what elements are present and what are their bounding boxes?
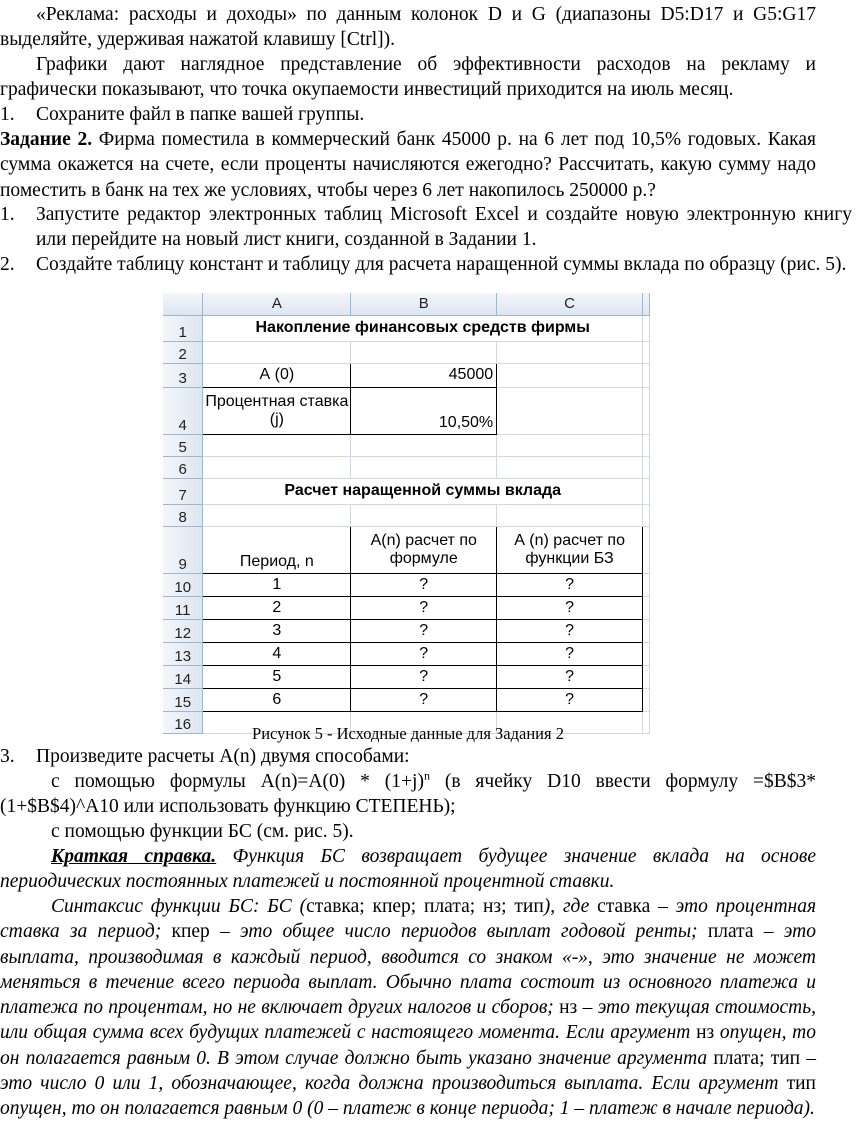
- method-formula-text: с помощью формулы A(n)=A(0) * (1+j): [51, 771, 424, 792]
- list-item-launch-excel: [0, 202, 852, 253]
- list-number: 2.: [0, 254, 15, 275]
- cell-formula-result: ?: [351, 597, 497, 620]
- paragraph-advertising-charts: «Реклама: расходы и доходы» по данным колонок D и G (диапазоны D5:D17 и G5:G17 выделяйте, удерживая нажатой клавишу [Ctrl]).: [0, 4, 816, 51]
- select-all-corner: [163, 293, 203, 316]
- spreadsheet-table: [163, 293, 650, 734]
- cell-fv-result: ?: [497, 689, 643, 712]
- sheet-row-6: [163, 457, 650, 479]
- column-header-b: B: [351, 293, 497, 316]
- table-title-accumulation: Накопление финансовых средств фирмы: [203, 316, 643, 342]
- cell-rate-value: 10,50%: [351, 388, 497, 435]
- sheet-row-3: [163, 364, 650, 388]
- term-plata: плата: [707, 921, 754, 943]
- column-header-c: C: [497, 293, 643, 316]
- column-header-a: A: [203, 293, 351, 316]
- cell-formula-result: ?: [351, 643, 497, 666]
- column-header-d-partial: [643, 293, 650, 316]
- cell-a0-value: 45000: [351, 364, 497, 388]
- row-number: 7: [163, 479, 203, 505]
- column-header-row: [163, 293, 650, 316]
- cell-period: 3: [203, 620, 351, 643]
- term-plata: плата: [713, 1047, 760, 1069]
- cell-fv-result: ?: [497, 666, 643, 689]
- paragraph-charts-explanation: Графики дают наглядное представление об эффективности расходов на рекламу и графически показывают, что точка окупаемости инвестиций приходится на июль месяц.: [0, 54, 816, 101]
- header-fv-function: А (n) расчет по функции БЗ: [497, 527, 643, 574]
- row-number: 3: [163, 364, 203, 388]
- cell-formula-result: ?: [351, 574, 497, 597]
- row-number: 15: [163, 689, 203, 712]
- exponent-n: n: [423, 768, 430, 783]
- table-row: [163, 643, 650, 666]
- paragraph-fv-syntax: Синтаксис функции БС: БС (ставка; кпер; плата; нз; тип), где ставка – это процентная ставка за период; кпер – это общее число периодов выплат годовой ренты; плата – это выплата, производимая в каждый период, вводится со знаком «-», это значение не может меняться в течение всего периода выплат. Обычно плата состоит из основного платежа и платежа по процентам, но не включает других налогов и сборов; нз – это текущая стоимость, или общая сумма всех будущих платежей с настоящего момента. Если аргумент нз опущен, то он полагается равным 0. В этом случае должно быть указано значение аргумента плата; тип – это число 0 или 1, обозначающее, когда должна производиться выплата. Если аргумент тип опущен, то он полагается равным 0 (0 – платеж в конце периода; 1 – платеж в начале периода).: [0, 896, 817, 1120]
- method-formula-text-rest: (в ячейку D10 ввести формулу =$B$3*(1+$B$4)^A10 или использовать функцию СТЕПЕНЬ);: [0, 771, 816, 818]
- table-row: [163, 689, 650, 712]
- list-number: 1.: [0, 104, 15, 125]
- row-number: 11: [163, 597, 203, 620]
- row-number: 9: [163, 527, 203, 574]
- syntax-arguments: ставка; кпер; плата; нз; тип: [306, 896, 544, 917]
- sheet-row-7: [163, 479, 650, 505]
- table-row: [163, 574, 650, 597]
- list-item-calculate: [0, 744, 852, 769]
- table-row: [163, 666, 650, 689]
- cell-fv-result: ?: [497, 574, 643, 597]
- row-number: 5: [163, 435, 203, 457]
- sheet-row-9: [163, 527, 650, 574]
- cell-formula-result: ?: [351, 666, 497, 689]
- header-period: Период, n: [203, 527, 351, 574]
- list-item-create-table: [0, 252, 852, 277]
- cell-rate-label: Процентная ставка (j): [203, 388, 351, 435]
- list-text: Создайте таблицу констант и таблицу для расчета наращенной суммы вклада по образцу (рис. 5).: [36, 254, 847, 275]
- cell-fv-result: ?: [497, 620, 643, 643]
- row-number: 8: [163, 505, 203, 527]
- row-number: 6: [163, 457, 203, 479]
- note-label: Краткая справка.: [51, 846, 217, 867]
- row-number: 12: [163, 620, 203, 643]
- row-number: 13: [163, 643, 203, 666]
- row-number: 4: [163, 388, 203, 435]
- row-number: 10: [163, 574, 203, 597]
- term-nz: нз: [696, 1022, 715, 1044]
- term-nz: нз: [559, 997, 578, 1019]
- cell-period: 2: [203, 597, 351, 620]
- sheet-row-5: [163, 435, 650, 457]
- task-label: Задание 2.: [0, 129, 93, 150]
- list-text: Произведите расчеты A(n) двумя способами:: [36, 746, 410, 767]
- table-row: [163, 620, 650, 643]
- paragraph-method-formula: [0, 769, 816, 820]
- list-text: Запустите редактор электронных таблиц Microsoft Excel и создайте новую электронную книгу или перейдите на новый лист книги, созданной в Задании 1.: [36, 204, 852, 251]
- sheet-row-8: [163, 505, 650, 527]
- term-kper: кпер: [171, 921, 210, 943]
- sheet-row-4: [163, 388, 650, 435]
- cell-formula-result: ?: [351, 620, 497, 643]
- sheet-row-1: [163, 316, 650, 342]
- paragraph-task-2: [0, 127, 816, 203]
- term-stavka: ставка: [597, 896, 651, 917]
- cell-fv-result: ?: [497, 643, 643, 666]
- row-number: 1: [163, 316, 203, 342]
- cell-period: 5: [203, 666, 351, 689]
- paragraph-quick-note: [0, 844, 816, 895]
- sheet-row-2: [163, 342, 650, 364]
- header-formula: А(n) расчет по формуле: [351, 527, 497, 574]
- cell-period: 4: [203, 643, 351, 666]
- cell-fv-result: ?: [497, 597, 643, 620]
- table-row: [163, 597, 650, 620]
- cell-period: 1: [203, 574, 351, 597]
- table-title-deposit: Расчет наращенной суммы вклада: [203, 479, 643, 505]
- row-number: 14: [163, 666, 203, 689]
- cell-formula-result: ?: [351, 689, 497, 712]
- term-tip: тип: [770, 1047, 801, 1069]
- list-item-save-file: [0, 102, 852, 127]
- cell-a0-label: А (0): [203, 364, 351, 388]
- term-tip: тип: [786, 1073, 816, 1095]
- cell-period: 6: [203, 689, 351, 712]
- figure-caption: Рисунок 5 - Исходные данные для Задания 2: [252, 724, 564, 743]
- row-number: 2: [163, 342, 203, 364]
- row-number: 16: [163, 712, 203, 734]
- list-text: Сохраните файл в папке вашей группы.: [36, 104, 365, 125]
- paragraph-method-fv: с помощью функции БС (см. рис. 5).: [51, 821, 354, 842]
- list-number: 1.: [0, 204, 15, 225]
- list-number: 3.: [0, 746, 15, 767]
- task-text: Фирма поместила в коммерческий банк 45000 р. на 6 лет под 10,5% годовых. Какая сумма окажется на счете, если проценты начисляются ежегодно? Рассчитать, какую сумму надо поместить в банк на тех же условиях, чтобы через 6 лет накопилось 250000 р.?: [0, 129, 816, 201]
- note-text: Функция БС возвращает будущее значение вклада на основе периодических постоянных платежей и постоянной процентной ставки.: [0, 846, 816, 893]
- spreadsheet-figure: [163, 293, 650, 733]
